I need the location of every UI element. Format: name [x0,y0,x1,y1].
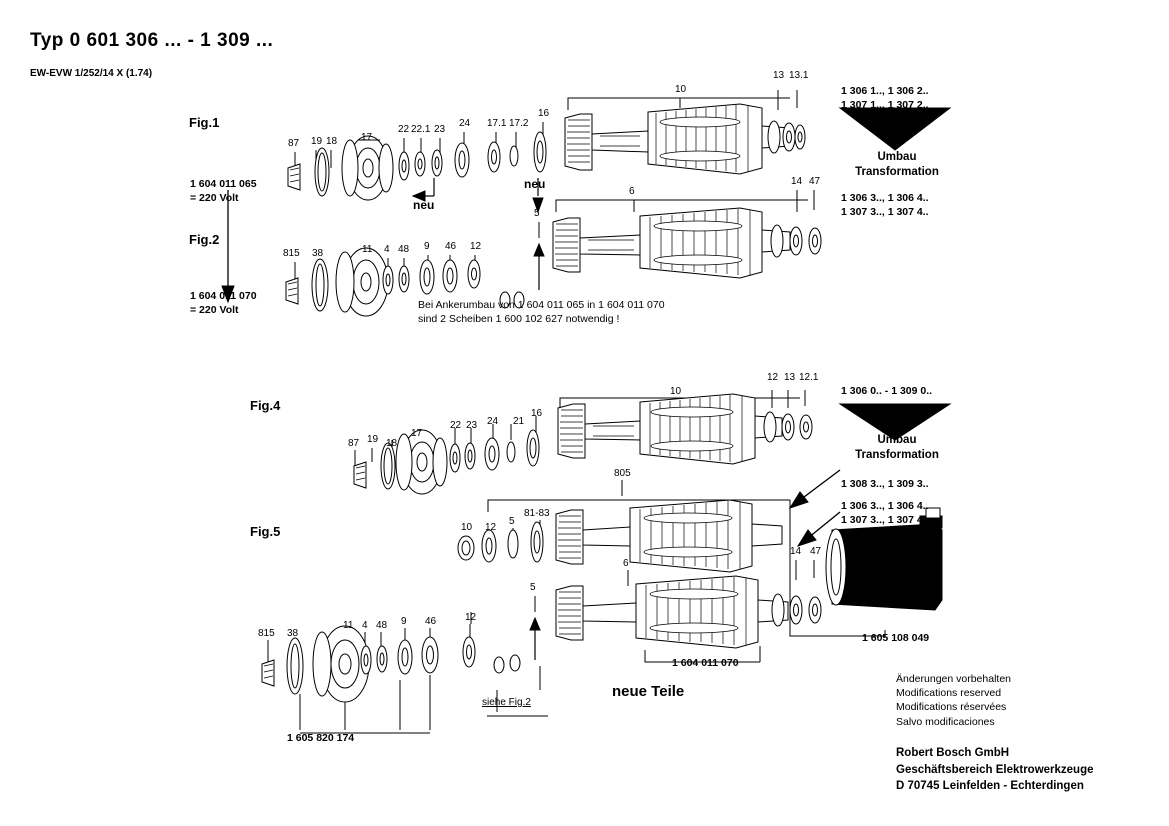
callout-4: 4 [384,244,390,255]
callout4-10: 10 [670,386,682,397]
callout4-21: 21 [513,416,525,427]
part-number-1604011070-b: 1 604 011 070 [672,657,739,669]
callout4-23: 23 [466,420,478,431]
callout-9: 9 [424,241,430,252]
callout5-14: 14 [790,546,802,557]
callout-5: 5 [534,208,540,219]
callout-46: 46 [445,241,457,252]
callout5-38: 38 [287,628,299,639]
callout5-805: 805 [614,468,631,479]
callout-24: 24 [459,118,471,129]
callout5-11: 11 [343,620,354,631]
callout-23: 23 [434,124,446,135]
callout5-12: 12 [485,522,497,533]
callout-48: 48 [398,244,410,255]
callout-19: 19 [311,136,323,147]
callout4-19: 19 [367,434,379,445]
callout5-4: 4 [362,620,368,631]
modifications-note: Änderungen vorbehalten Modifications reserved Modifications réservées Salvo modificaciones [896,673,1012,728]
ankerumbau-note: Bei Ankerumbau von 1 604 011 065 in 1 604 011 070 sind 2 Scheiben 1 600 102 627 notwendig ! [418,299,665,326]
callout4-24: 24 [487,416,499,427]
callout-6: 6 [629,186,635,197]
fig2-label: Fig.2 [189,232,220,247]
umbau-caption-2: Umbau Transformation [855,434,939,461]
callout4-17: 17 [411,428,423,439]
callout-17-1: 17.1 [487,118,507,129]
callout5-81-83: 81-83 [524,508,550,519]
callout4-12-1: 12.1 [799,372,819,383]
page-subtitle: EW-EVW 1/252/14 X (1.74) [30,68,153,79]
transform-source-1: 1 306 1.., 1 306 2.. 1 307 1.., 1 307 2.. [841,85,929,111]
neu-label-2: neu [524,177,546,191]
neu-label-1: neu [413,198,435,212]
part-number-1604011070: 1 604 011 070 = 220 Volt [190,290,257,316]
callout-18: 18 [326,136,338,147]
callout-17: 17 [361,132,373,143]
part-number-1605108049: 1 605 108 049 [862,632,930,644]
callout5-48: 48 [376,620,388,631]
callout-13: 13 [773,70,785,81]
callout-12: 12 [470,241,482,252]
callout-10: 10 [675,84,687,95]
callout5-47: 47 [810,546,822,557]
callout5-815: 815 [258,628,275,639]
page-title: Typ 0 601 306 ... - 1 309 ... [30,30,274,51]
callout5-5: 5 [509,516,515,527]
callout4-87: 87 [348,438,360,449]
transform-target-2a: 1 308 3.., 1 309 3.. [841,478,929,490]
callout-22-1: 22.1 [411,124,431,135]
callout-11: 11 [362,244,373,255]
callout-13-1: 13.1 [789,70,809,81]
callout4-22: 22 [450,420,462,431]
callout5-9: 9 [401,616,407,627]
transform-target-1: 1 306 3.., 1 306 4.. 1 307 3.., 1 307 4.. [841,192,929,218]
callout4-16: 16 [531,408,543,419]
callout-14: 14 [791,176,803,187]
fig4-label: Fig.4 [250,398,281,413]
callout-815: 815 [283,248,300,259]
siehe-fig2-note: siehe Fig.2 [482,697,531,708]
callout-16: 16 [538,108,550,119]
transform-target-2b: 1 306 3.., 1 306 4.. 1 307 3.., 1 307 4.. [841,500,929,526]
callout5-6: 6 [623,558,629,569]
umbau-caption-1: Umbau Transformation [855,151,939,178]
callout4-12: 12 [767,372,779,383]
callout5-12b: 12 [465,612,477,623]
callout4-18: 18 [386,438,398,449]
part-number-1604011065: 1 604 011 065 = 220 Volt [190,178,257,204]
transform-source-2: 1 306 0.. - 1 309 0.. [841,385,933,397]
fig1-label: Fig.1 [189,115,220,130]
callout4-13: 13 [784,372,796,383]
callout-22: 22 [398,124,410,135]
callout5-5b: 5 [530,582,536,593]
callout5-46: 46 [425,616,437,627]
company-address: Robert Bosch GmbH Geschäftsbereich Elektrowerkzeuge D 70745 Leinfelden - Echterdingen [896,747,1094,793]
callout-38: 38 [312,248,324,259]
callout-17-2: 17.2 [509,118,529,129]
callout-87: 87 [288,138,300,149]
fig5-label: Fig.5 [250,524,281,539]
part-number-1605820174: 1 605 820 174 [287,732,355,744]
neue-teile-note: neue Teile [612,683,685,700]
callout-47: 47 [809,176,821,187]
callout5-10: 10 [461,522,473,533]
